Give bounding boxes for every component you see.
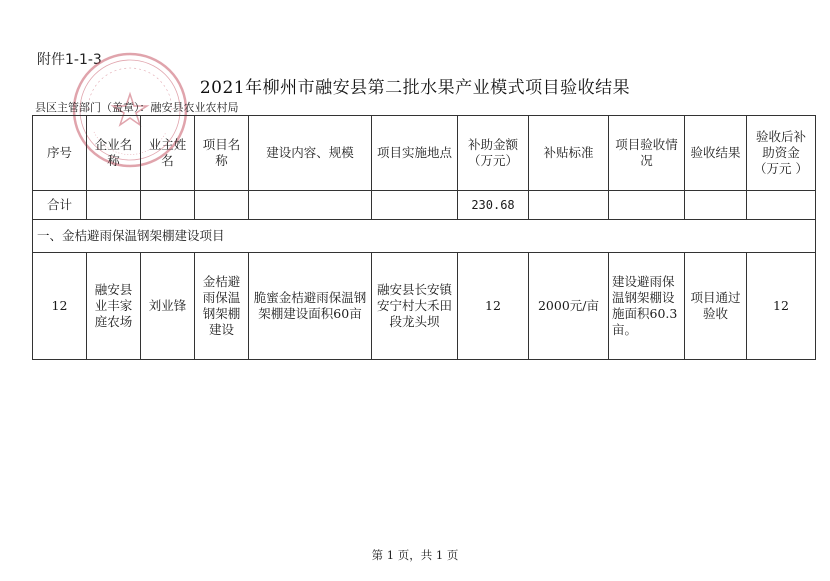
construction-content: 脆蜜金桔避雨保温钢架棚建设面积60亩	[249, 253, 372, 360]
header-cell: 项目实施地点	[372, 116, 458, 191]
header-cell: 补助金额（万元）	[458, 116, 529, 191]
header-cell: 建设内容、规模	[249, 116, 372, 191]
total-label: 合计	[33, 191, 87, 220]
department-line: 县区主管部门（盖章）：融安县农业农村局	[35, 101, 239, 114]
company-name: 融安县业丰家庭农场	[87, 253, 141, 360]
page-footer: 第 1 页，共 1 页	[371, 548, 459, 562]
acceptance-table	[32, 115, 816, 360]
row-number: 12	[33, 253, 87, 360]
header-cell: 序号	[33, 116, 87, 191]
owner-name: 刘业锋	[141, 253, 195, 360]
header-cell: 项目验收情况	[609, 116, 685, 191]
header-cell: 验收结果	[685, 116, 747, 191]
subsidy-standard: 2000元/亩	[529, 253, 609, 360]
header-cell: 补贴标准	[529, 116, 609, 191]
attachment-number: 附件1-1-3	[37, 52, 102, 68]
acceptance-status: 建设避雨保温钢架棚设施面积60.3亩。	[609, 253, 685, 360]
section-row	[33, 220, 816, 253]
project-location: 融安县长安镇安宁村大禾田段龙头坝	[372, 253, 458, 360]
header-cell: 项目名称	[195, 116, 249, 191]
header-cell: 业主姓名	[141, 116, 195, 191]
document-title: 2021年柳州市融安县第二批水果产业模式项目验收结果	[199, 78, 631, 98]
table-row	[33, 253, 816, 360]
final-subsidy: 12	[747, 253, 816, 360]
project-name: 金桔避雨保温钢架棚建设	[195, 253, 249, 360]
table-header-row	[33, 116, 816, 191]
total-amount: 230.68	[458, 191, 529, 220]
section-label: 一、金桔避雨保温钢架棚建设项目	[33, 220, 816, 253]
total-row	[33, 191, 816, 220]
subsidy-amount: 12	[458, 253, 529, 360]
header-cell: 企业名称	[87, 116, 141, 191]
acceptance-result: 项目通过验收	[685, 253, 747, 360]
header-cell: 验收后补助资金（万元 ）	[747, 116, 816, 191]
